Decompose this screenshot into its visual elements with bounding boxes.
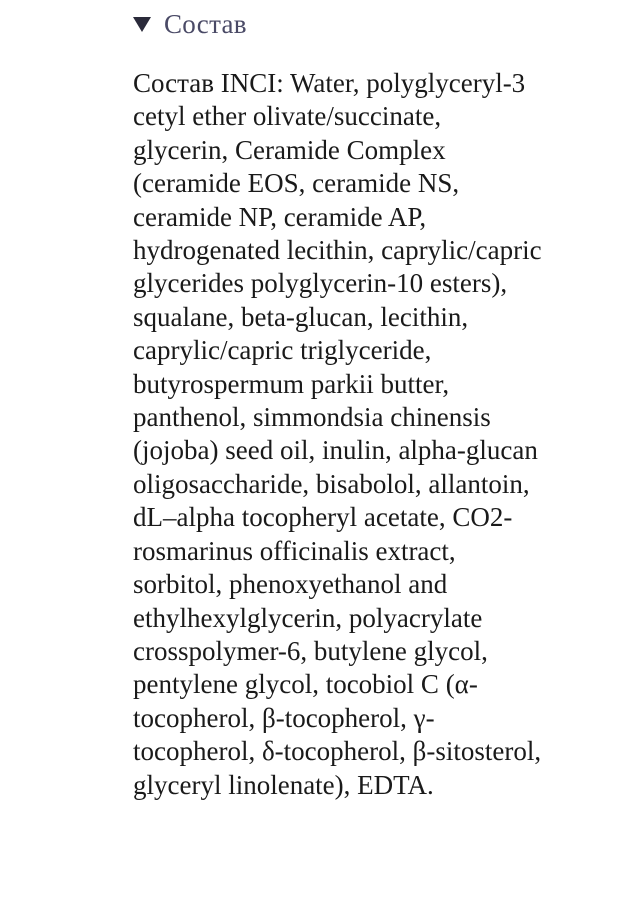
ingredients-text: Состав INCI: Water, polyglyceryl-3 cetyl ether olivate/succinate, glycerin, Ceramide Complex (ceramide EOS, ceramide NS, ceramide NP, ceramide AP, hydrogenated lecithin, caprylic/capric glycerides polyglycerin-10 esters), squalane, beta-glucan, lecithin, caprylic/capric triglyceride, butyrospermum parkii butter, panthenol, simmondsia chinensis (jojoba) seed oil, inulin, alpha-glucan oligosaccharide, bisabolol, allantoin, dL–alpha tocopheryl acetate, CO2- rosmarinus officinalis extract, sorbitol, phenoxyethanol and ethylhexylglycerin, polyacrylate crosspolymer-6, butylene glycol, pentylene glycol, tocobiol C (α-tocopherol, β-tocopherol, γ-tocopherol, δ-tocopherol, β-sitosterol, glyceryl linolenate), EDTA. [133, 68, 542, 800]
composition-accordion [133, 0, 613, 802]
accordion-title: Состав [164, 8, 247, 39]
accordion-toggle[interactable] [133, 0, 613, 48]
triangle-down-icon [133, 17, 151, 32]
